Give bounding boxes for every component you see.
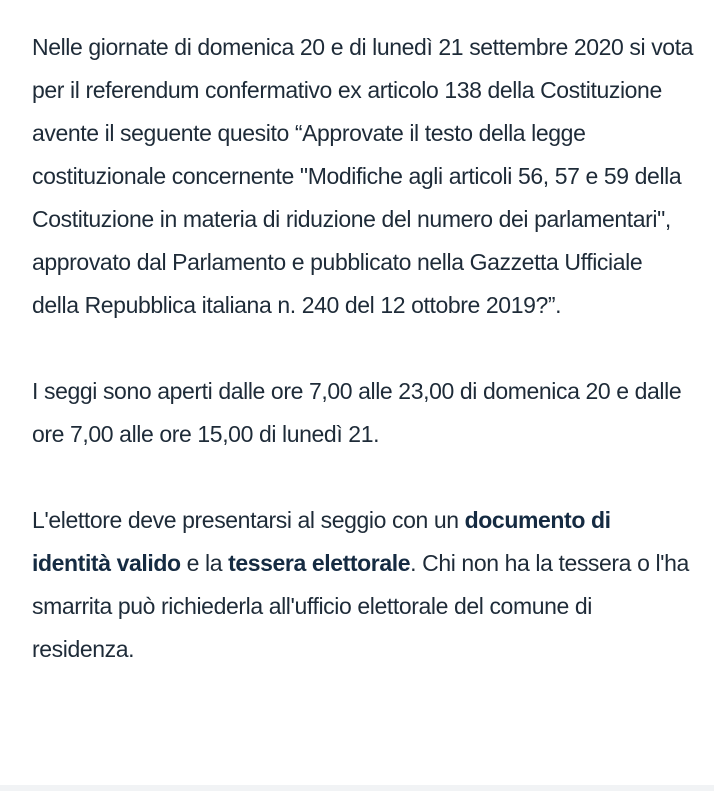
requirements-text-middle: e la — [180, 550, 229, 576]
electoral-card-emphasis: tessera elettorale — [228, 550, 411, 576]
requirements-text-start: L'elettore deve presentarsi al seggio con un — [32, 507, 465, 533]
bottom-divider — [0, 785, 714, 791]
referendum-paragraph: Nelle giornate di domenica 20 e di lunedì 21 settembre 2020 si vota per il referendum confermativo ex articolo 138 della Costituzione avente il seguente quesito “Approvate il testo della legge costituzionale concernente "Modifiche agli articoli 56, 57 e 59 della Costituzione in materia di riduzione del numero dei parlamentari", approvato dal Parlamento e pubblicato nella Gazzetta Ufficiale della Repubblica italiana n. 240 del 12 ottobre 2019?”. — [32, 34, 694, 318]
polling-hours-paragraph: I seggi sono aperti dalle ore 7,00 alle 23,00 di domenica 20 e dalle ore 7,00 alle ore 15,00 di lunedì 21. — [32, 378, 682, 447]
requirements-text-end: . Chi non ha la tessera o l'ha smarrita può richiederla all'ufficio elettorale del comune di residenza. — [32, 550, 689, 662]
id-document-emphasis: documento di identità valido — [32, 507, 611, 576]
voter-requirements-paragraph — [32, 499, 694, 671]
